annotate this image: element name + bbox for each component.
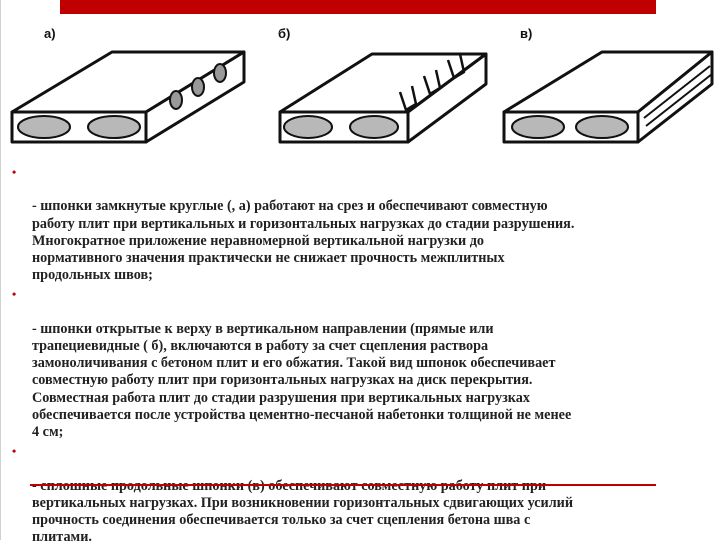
bullet-marker: • — [12, 165, 17, 179]
slab-open-keys-drawing — [280, 54, 486, 142]
figure-label-c: в) — [520, 26, 533, 41]
bullet-item-continuous-keys — [12, 443, 720, 546]
bullet-item-open-keys — [12, 286, 720, 441]
bullet-list — [12, 164, 720, 548]
slab-round-keys-drawing — [12, 52, 244, 142]
bullet-text: - шпонки открытые к верху в вертикальном направлении (прямые или трапециевидные ( б), включаются в работу за счет сцепления раствора замоноличивания с бетоном плит и его обжатия. Такой вид шпонок обеспечивает совместную работу плит при горизонтальных нагрузках на диск перекрытия. Совместная работа плит до стадии разрушения при вертикальных нагрузках обеспечивается после устройства цементно-песчаной набетонки толщиной не менее 4 см; — [32, 320, 572, 441]
panel-joints-figure — [8, 14, 720, 160]
figure-label-a: а) — [44, 26, 56, 41]
bullet-text: - шпонки замкнутые круглые (, а) работают на срез и обеспечивают совместную работу плит при вертикальных и горизонтальных нагрузках до стадии разрушения. Многократное приложение неравномерной вертикальной нагрузки до нормативного значения практически не снижает прочность межплитных продольных швов; — [32, 198, 575, 284]
slide-border — [0, 0, 1, 540]
bullet-item-round-keys — [12, 164, 720, 284]
bottom-accent-line — [30, 484, 656, 486]
bullet-text: вертикальных нагрузках. При возникновении горизонтальных сдвигающих усилий прочность соединения обеспечивается только за счет сцепления бетона шва с плитами. — [32, 494, 574, 546]
slab-continuous-key-drawing — [504, 52, 712, 142]
bullet-marker: • — [12, 444, 17, 459]
figure-label-b: б) — [278, 26, 291, 41]
bullet-marker: • — [12, 287, 17, 302]
top-accent-bar — [60, 0, 656, 14]
slab-drawings — [8, 14, 720, 160]
